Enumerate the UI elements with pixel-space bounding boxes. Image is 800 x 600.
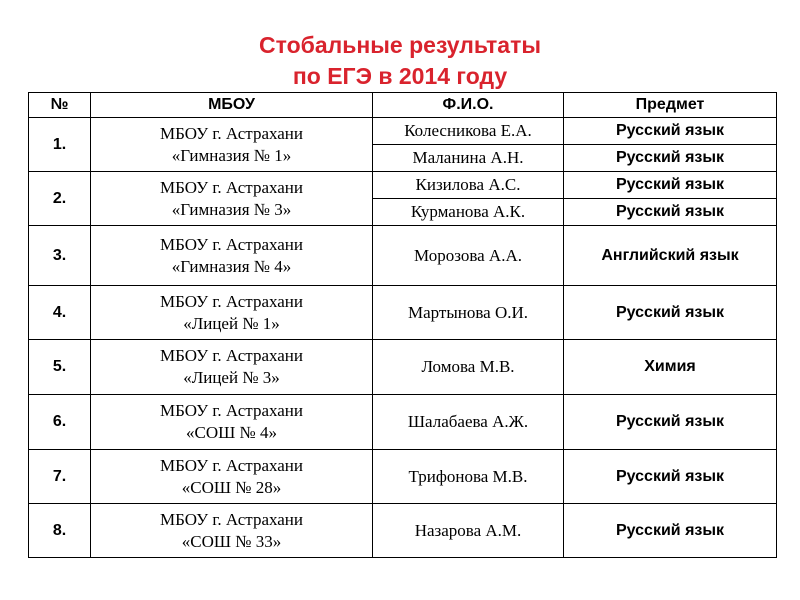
school-cell [91, 118, 373, 172]
school-number: «СОШ № 33» [181, 531, 282, 551]
student-fio: Трифонова М.В. [373, 450, 564, 504]
school-cell [91, 395, 373, 450]
student-subject: Русский язык [564, 118, 777, 145]
student-fio: Ломова М.В. [373, 340, 564, 395]
school-number: «Лицей № 1» [183, 313, 280, 333]
student-fio: Курманова А.К. [373, 199, 564, 226]
table-row [29, 450, 777, 504]
page-title-line2: по ЕГЭ в 2014 году [292, 63, 508, 89]
school-name: МБОУ г. Астрахани [159, 234, 304, 254]
school-number: «Гимназия № 3» [171, 199, 292, 219]
student-fio: Кизилова А.С. [373, 172, 564, 199]
page-title-line1: Стобальные результаты [259, 32, 541, 58]
school-cell [91, 450, 373, 504]
student-fio: Морозова А.А. [373, 226, 564, 286]
row-number: 5. [29, 340, 91, 395]
school-cell [91, 226, 373, 286]
row-number: 8. [29, 504, 91, 558]
student-fio: Маланина А.Н. [373, 145, 564, 172]
school-number: «СОШ № 4» [186, 423, 277, 442]
table-row [29, 504, 777, 558]
table-row [29, 286, 777, 340]
student-subject: Русский язык [564, 450, 777, 504]
school-name: МБОУ г. Астрахани [159, 509, 304, 529]
results-table [28, 92, 777, 558]
header-num: № [29, 93, 91, 118]
row-number: 4. [29, 286, 91, 340]
row-number: 3. [29, 226, 91, 286]
header-school: МБОУ [91, 93, 373, 118]
student-fio: Колесникова Е.А. [373, 118, 564, 145]
school-name: МБОУ г. Астрахани [159, 177, 304, 197]
row-number: 2. [29, 172, 91, 226]
student-subject: Русский язык [564, 199, 777, 226]
table-header-row [29, 93, 777, 118]
header-subject: Предмет [564, 93, 777, 118]
school-number: «Гимназия № 1» [171, 145, 292, 165]
table-row [29, 172, 777, 199]
student-subject: Химия [564, 340, 777, 395]
table-row [29, 118, 777, 145]
student-fio: Мартынова О.И. [373, 286, 564, 340]
row-number: 6. [29, 395, 91, 450]
student-subject: Русский язык [564, 145, 777, 172]
row-number: 1. [29, 118, 91, 172]
table-row [29, 395, 777, 450]
school-name: МБОУ г. Астрахани [159, 455, 304, 475]
school-number: «Лицей № 3» [183, 368, 280, 387]
school-cell [91, 504, 373, 558]
school-number: «СОШ № 28» [181, 477, 282, 497]
school-name: МБОУ г. Астрахани [159, 291, 304, 311]
school-cell [91, 172, 373, 226]
table-row [29, 340, 777, 395]
school-number: «Гимназия № 4» [171, 256, 292, 276]
school-name: МБОУ г. Астрахани [159, 123, 304, 143]
student-subject: Русский язык [564, 395, 777, 450]
student-subject: Английский язык [564, 226, 777, 286]
table-row [29, 226, 777, 286]
header-fio: Ф.И.О. [373, 93, 564, 118]
student-fio: Шалабаева А.Ж. [373, 395, 564, 450]
student-subject: Русский язык [564, 504, 777, 558]
student-fio: Назарова А.М. [373, 504, 564, 558]
student-subject: Русский язык [564, 172, 777, 199]
school-cell [91, 340, 373, 395]
student-subject: Русский язык [564, 286, 777, 340]
school-name: МБОУ г. Астрахани [159, 346, 304, 365]
school-name: МБОУ г. Астрахани [159, 401, 304, 420]
school-cell [91, 286, 373, 340]
row-number: 7. [29, 450, 91, 504]
